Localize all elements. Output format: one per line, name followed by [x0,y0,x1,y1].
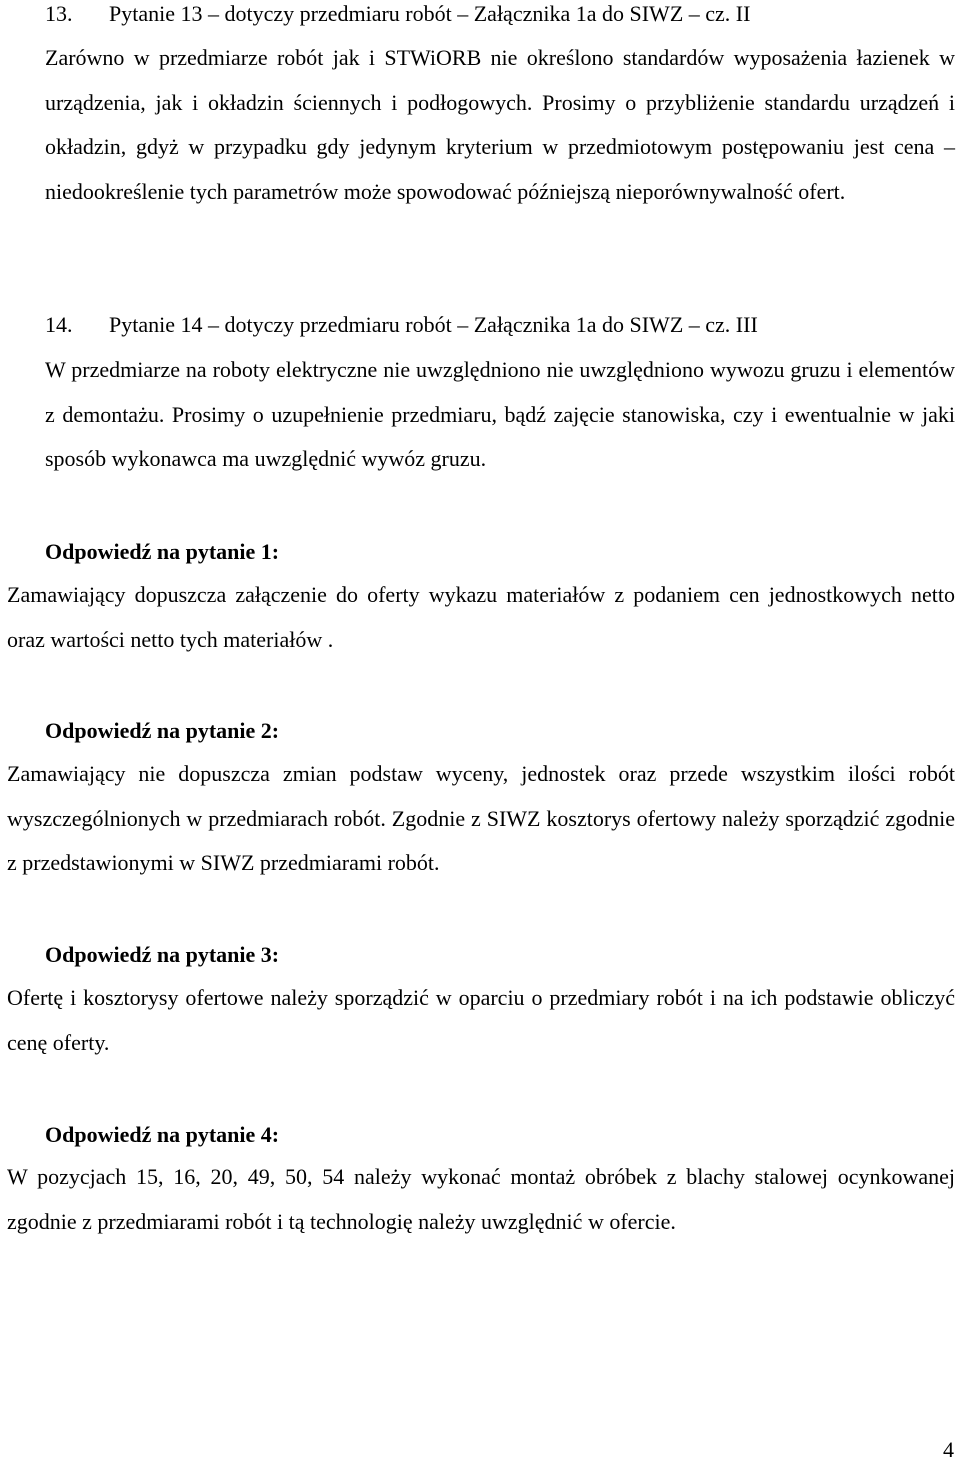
page-number: 4 [943,1437,954,1462]
answer-2-heading: Odpowiedź na pytanie 2: [45,718,280,743]
question-14-title [45,303,758,348]
question-13-body: Zarówno w przedmiarze robót jak i STWiORB nie określono standardów wyposażenia łazienek w urządzenia, jak i okładzin ściennych i podłogowych. Prosimy o przybliżenie standardu urządzeń i okładzin, gdyż w przypadku gdy jedynym kryterium w przedmiotowym postępowaniu jest cena – niedookreślenie tych parametrów może spowodować późniejszą nieporównywalność ofert. [45,45,955,204]
question-14-title-text: Pytanie 14 – dotyczy przedmiaru robót – Załącznika 1a do SIWZ – cz. III [109,312,758,337]
question-13-title-text: Pytanie 13 – dotyczy przedmiaru robót – Załącznika 1a do SIWZ – cz. II [109,1,751,26]
answer-1-heading: Odpowiedź na pytanie 1: [45,539,280,564]
question-13-title [45,0,750,37]
answer-1-body: Zamawiający dopuszcza załączenie do oferty wykazu materiałów z podaniem cen jednostkowych netto oraz wartości netto tych materiałów . [7,582,955,652]
answer-4-body: W pozycjach 15, 16, 20, 49, 50, 54 należy wykonać montaż obróbek z blachy stalowej ocynkowanej zgodnie z przedmiarami robót i tą technologię należy uwzględnić w ofercie. [7,1164,955,1234]
question-14-body: W przedmiarze na roboty elektryczne nie uwzględniono nie uwzględniono wywozu gruzu i elementów z demontażu. Prosimy o uzupełnienie przedmiaru, bądź zajęcie stanowiska, czy i ewentualnie w jaki sposób wykonawca ma uwzględnić wywóz gruzu. [45,357,955,472]
question-13-number: 13. [45,1,73,26]
answer-3-heading: Odpowiedź na pytanie 3: [45,942,280,967]
answer-3-body: Ofertę i kosztorysy ofertowe należy sporządzić w oparciu o przedmiary robót i na ich podstawie obliczyć cenę oferty. [7,985,955,1055]
answer-4-heading: Odpowiedź na pytanie 4: [45,1122,280,1147]
answer-2-body: Zamawiający nie dopuszcza zmian podstaw wyceny, jednostek oraz przede wszystkim ilości robót wyszczególnionych w przedmiarach robót. Zgodnie z SIWZ kosztorys ofertowy należy sporządzić zgodnie z przedstawionymi w SIWZ przedmiarami robót. [7,761,955,876]
question-14-number: 14. [45,312,73,337]
